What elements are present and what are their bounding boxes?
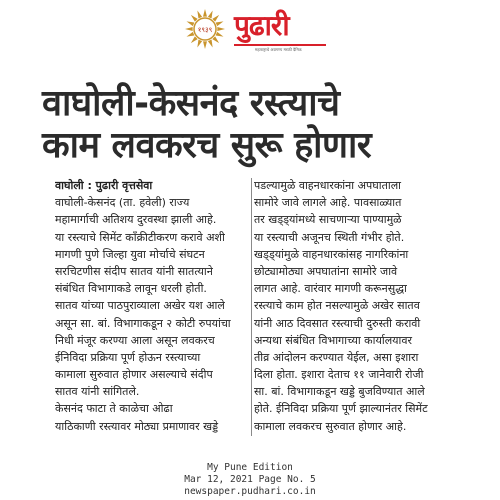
sun-ray	[216, 21, 224, 26]
column-divider	[251, 178, 252, 436]
sun-ray	[203, 41, 207, 49]
body-line: सरचिटणीस संदीप सातव यांनी सातत्याने	[55, 264, 213, 278]
dateline: वाघोली : पुढारी वृत्तसेवा	[55, 179, 153, 192]
body-line: सा. बां. विभागाकडून खड्डे बुजविण्यात आले	[254, 385, 425, 399]
sun-seal-icon	[184, 8, 226, 50]
body-line: वाघोली-केसनंद (ता. हवेली) राज्य	[55, 196, 190, 210]
body-line: सातव यांच्या पाठपुराव्याला अखेर यश आले	[55, 299, 225, 313]
brand-logo: पुढारी	[234, 9, 289, 42]
sun-ray	[197, 11, 202, 19]
body-line: तर खड्ड्यांमध्ये साचणाऱ्या पाण्यामुळे	[254, 213, 402, 227]
body-line: या रस्त्याचे सिमेंट काँक्रीटीकरण करावे अशी	[55, 230, 225, 244]
body-line: रस्त्याचे काम होत नसल्यामुळे अखेर सातव	[254, 299, 420, 313]
sun-ray	[187, 32, 195, 37]
sun-ray	[208, 40, 213, 48]
footer-edition: My Pune Edition	[207, 462, 293, 473]
sun-ray	[217, 27, 225, 31]
sun-ray	[212, 15, 219, 22]
article-column-left	[55, 177, 251, 435]
body-line: असून सा. बां. विभागाकडून २ कोटी रुपयांचा	[55, 316, 231, 330]
body-line: मागणी पुणे जिल्हा युवा मोर्चाचे संघटन	[55, 247, 205, 261]
sun-ray	[185, 27, 193, 31]
body-line: सातव यांनी सांगितले.	[55, 385, 140, 399]
body-line: याठिकाणी रस्त्यावर मोठ्या प्रमाणावर खड्डे	[55, 419, 219, 433]
body-line: पडल्यामुळे वाहनधारकांना अपघाताला	[254, 179, 402, 192]
article-column-right	[254, 177, 460, 435]
sun-ray	[191, 36, 198, 43]
body-line: यांनी आठ दिवसात रस्त्याची दुरुस्ती करावी	[254, 316, 421, 330]
sun-ray	[208, 11, 213, 19]
brand-tagline: महाराष्ट्राचे अग्रगण्य मराठी दैनिक	[255, 47, 302, 52]
sun-ray	[216, 32, 224, 37]
body-line: संबंधित विभागाकडे लावून धरली होती.	[55, 282, 207, 296]
headline-line-1: वाघोली-केसनंद रस्त्याचे	[42, 83, 340, 124]
body-line: या रस्त्याची अजूनच स्थिती गंभीर होते.	[254, 230, 405, 244]
body-line: महामार्गाची अतिशय दुरवस्था झाली आहे.	[55, 213, 217, 227]
brand-rule	[234, 44, 326, 46]
body-line: कामाला सुरुवात होणार असल्याचे संदीप	[55, 368, 213, 382]
body-line: केसनंद फाटा ते काळेचा ओढा	[55, 402, 173, 416]
headline-line-2: काम लवकरच सुरू होणार	[42, 125, 372, 166]
body-line: लागत आहे. वारंवार मागणी करूनसुद्धा	[254, 282, 407, 296]
sun-ray	[197, 40, 202, 48]
sun-ray	[212, 36, 219, 43]
footer-site[interactable]: newspaper.pudhari.co.in	[184, 486, 316, 497]
footer-date-page: Mar 12, 2021 Page No. 5	[184, 474, 316, 485]
seal-year: १९३९	[197, 26, 213, 34]
body-line: सामोरे जावे लागले आहे. पावसाळ्यात	[254, 196, 402, 210]
masthead	[0, 0, 500, 80]
sun-ray	[191, 15, 198, 22]
body-line: छोट्यामोठ्या अपघातांना सामोरे जावे	[254, 264, 398, 278]
body-line: निधी मंजूर करण्या आला असून लवकरच	[55, 333, 215, 347]
body-line: होते. ईनिविदा प्रक्रिया पूर्ण झाल्यानंतर सिमेंट	[254, 402, 428, 416]
body-line: तीव्र आंदोलन करण्यात येईल, असा इशारा	[254, 350, 419, 364]
body-line: कामाला लवकरच सुरुवात होणार आहे.	[254, 419, 407, 433]
body-line: दिला होता. इशारा देताच ११ जानेवारी रोजी	[254, 368, 424, 382]
sun-ray	[203, 9, 207, 17]
body-line: अन्यथा संबंधित विभागाच्या कार्यालयावर	[254, 333, 412, 347]
body-line: ईनिविदा प्रक्रिया पूर्ण होऊन रस्त्याच्या	[55, 350, 201, 364]
sun-ray	[187, 21, 195, 26]
body-line: खड्ड्यांमुळे वाहनधारकांसह नागरिकांना	[254, 247, 409, 261]
